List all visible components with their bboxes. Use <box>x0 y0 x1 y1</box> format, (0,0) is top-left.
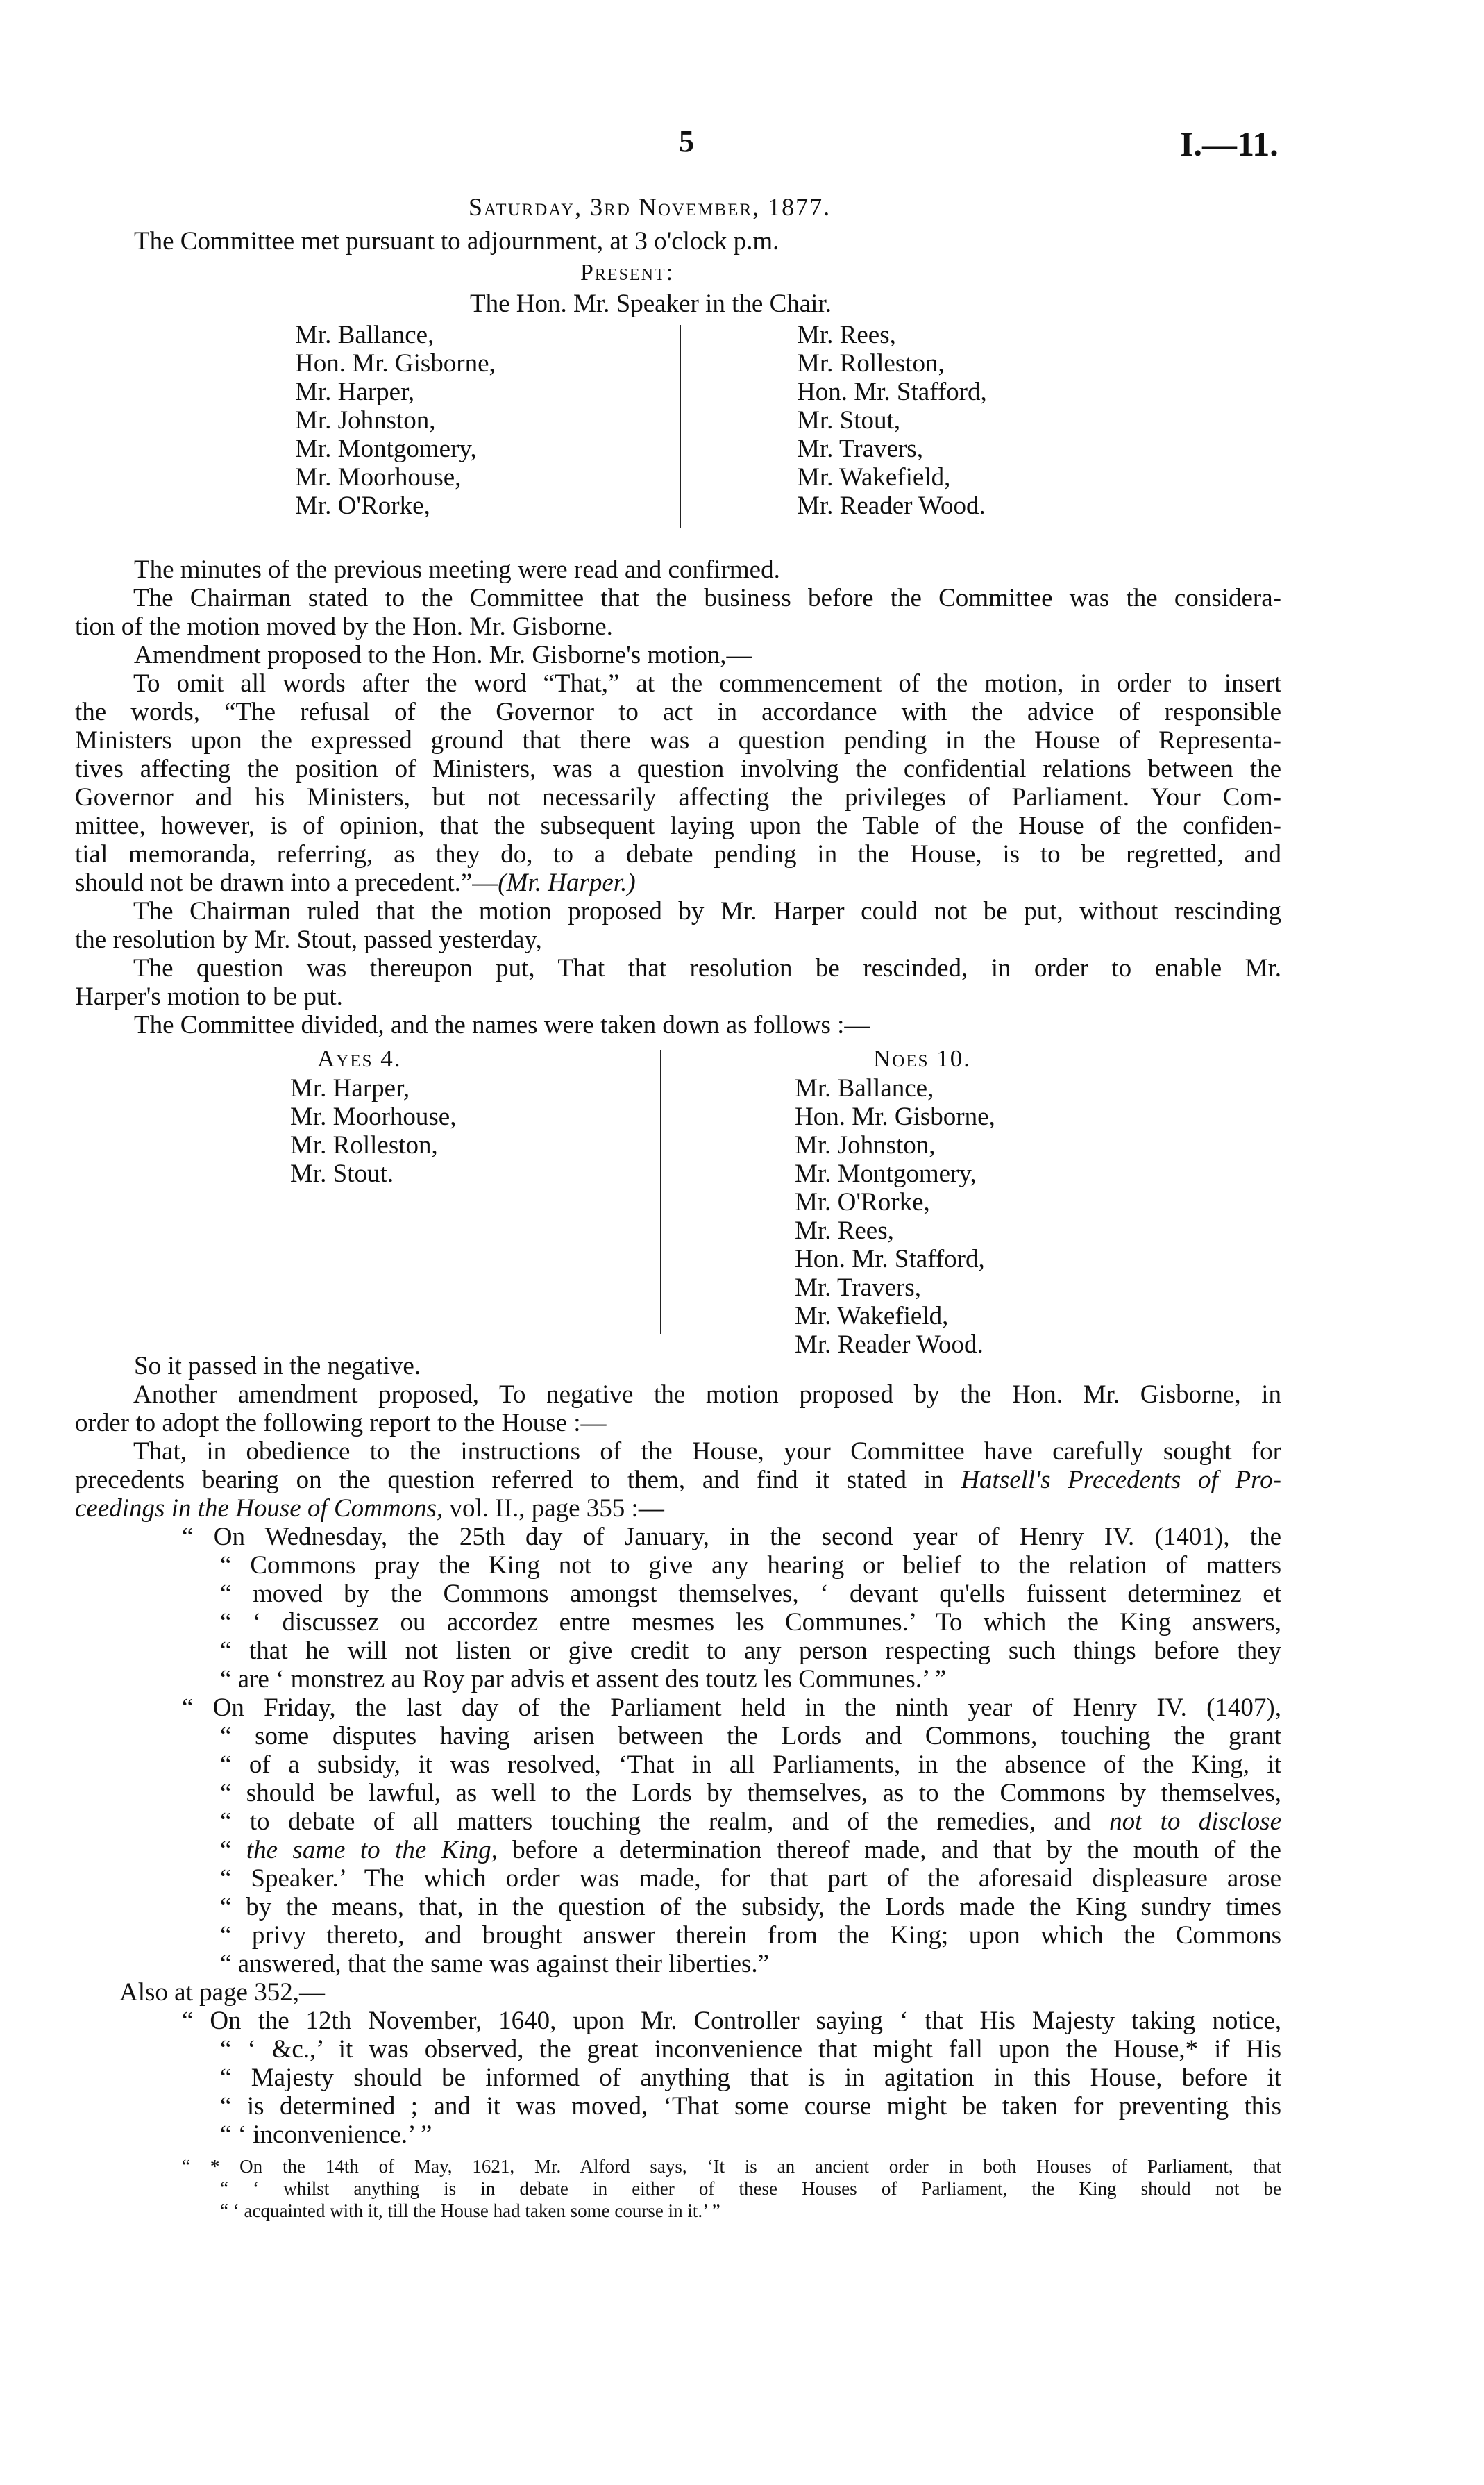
member-name: Mr. O'Rorke, <box>795 1188 930 1216</box>
text-line: “ are ‘ monstrez au Roy par advis et assent des toutz les Communes.’ ” <box>220 1665 947 1693</box>
text-line: the resolution by Mr. Stout, passed yesterday, <box>75 926 542 954</box>
paragraph-amendment: Amendment proposed to the Hon. Mr. Gisborne's motion,— <box>134 641 752 669</box>
quote-mark: “ <box>220 1836 246 1864</box>
text-line: “ by the means, that, in the question of the subsidy, the Lords made the King sundry times <box>220 1893 1281 1921</box>
text-line: “ On Friday, the last day of the Parliament held in the ninth year of Henry IV. (1407), <box>182 1693 1281 1722</box>
member-name: Mr. Rolleston, <box>290 1131 438 1160</box>
member-name: Mr. O'Rorke, <box>295 492 430 520</box>
text-line: Harper's motion to be put. <box>75 982 343 1011</box>
text-line: That, in obedience to the instructions of the House, your Committee have carefully sought for <box>133 1437 1281 1466</box>
footnote <box>182 2155 1281 2222</box>
member-name: Mr. Moorhouse, <box>290 1103 457 1131</box>
document-code: I.—11. <box>1180 124 1279 163</box>
text-line: The Chairman stated to the Committee that the business before the Committee was the considera- <box>133 584 1281 612</box>
member-name: Mr. Reader Wood. <box>797 492 986 520</box>
footnote-line: “ * On the 14th of May, 1621, Mr. Alford says, ‘It is an ancient order in both Houses of Parliament, that <box>182 2156 1281 2177</box>
text-line: “ Majesty should be informed of anything that is in agitation in this House, before it <box>220 2064 1281 2092</box>
column-divider <box>680 325 681 528</box>
member-name: Mr. Ballance, <box>295 321 435 349</box>
ayes-list <box>290 1074 456 1188</box>
text-line: Another amendment proposed, To negative the motion proposed by the Hon. Mr. Gisborne, in <box>133 1380 1281 1409</box>
text-line: precedents bearing on the question referred to them, and find it stated in <box>75 1466 961 1494</box>
member-name: Mr. Moorhouse, <box>295 463 462 492</box>
member-name: Mr. Travers, <box>795 1273 921 1302</box>
present-list-left <box>295 321 496 520</box>
book-title: Hatsell's Precedents of Pro- <box>961 1466 1282 1494</box>
noes-heading: Noes 10. <box>873 1045 972 1072</box>
text-line: “ some disputes having arisen between the Lords and Commons, touching the grant <box>220 1722 1281 1750</box>
member-name: Mr. Stout. <box>290 1160 394 1188</box>
present-heading: Present: <box>580 260 675 285</box>
member-name: Mr. Harper, <box>290 1074 410 1103</box>
text-line: The Chairman ruled that the motion proposed by Mr. Harper could not be put, without rescinding <box>133 897 1281 926</box>
text-line: tion of the motion moved by the Hon. Mr. Gisborne. <box>75 612 613 641</box>
member-name: Hon. Mr. Gisborne, <box>795 1103 995 1131</box>
meeting-text: The Committee met pursuant to adjournment, at 3 o'clock p.m. <box>134 227 779 256</box>
member-name: Mr. Rees, <box>795 1216 894 1245</box>
paragraph-another-amendment <box>75 1380 1281 1437</box>
paragraph-divided: The Committee divided, and the names were taken down as follows :— <box>134 1011 870 1039</box>
member-name: Hon. Mr. Gisborne, <box>295 349 496 378</box>
text-line: Governor and his Ministers, but not necessarily affecting the privileges of Parliament. Your Com- <box>75 783 1281 812</box>
text-line: tial memoranda, referring, as they do, to a debate pending in the House, is to be regretted, and <box>75 840 1281 869</box>
text-line: “ On Wednesday, the 25th day of January, in the second year of Henry IV. (1401), the <box>182 1523 1281 1551</box>
text-line: “ of a subsidy, it was resolved, ‘That in all Parliaments, in the absence of the King, it <box>220 1750 1281 1779</box>
text-line: mittee, however, is of opinion, that the subsequent laying upon the Table of the House of the confiden- <box>75 812 1281 840</box>
member-name: Mr. Rolleston, <box>797 349 945 378</box>
text-line: “ Commons pray the King not to give any hearing or belief to the relation of matters <box>220 1551 1281 1580</box>
paragraph-chairman-stated <box>75 584 1281 641</box>
paragraph-minutes: The minutes of the previous meeting were read and confirmed. <box>134 555 780 584</box>
text-line: “ privy thereto, and brought answer therein from the King; upon which the Commons <box>220 1921 1281 1950</box>
text-line: The question was thereupon put, That that resolution be rescinded, in order to enable Mr. <box>133 954 1281 982</box>
book-title: ceedings in the House of Commons, <box>75 1494 444 1523</box>
member-name: Hon. Mr. Stafford, <box>797 378 987 406</box>
page-number: 5 <box>679 124 694 158</box>
noes-list <box>795 1074 995 1359</box>
text-line: “ moved by the Commons amongst themselves, ‘ devant qu'ells fuissent determinez et <box>220 1580 1281 1608</box>
member-name: Mr. Wakefield, <box>797 463 951 492</box>
text-line: “ is determined ; and it was moved, ‘That some course might be taken for preventing this <box>220 2092 1281 2120</box>
text-line: vol. II., page 355 :— <box>443 1494 664 1523</box>
text-line: “ answered, that the same was against their liberties.” <box>220 1950 770 1978</box>
text-line: “ that he will not listen or give credit to any person respecting such things before they <box>220 1637 1281 1665</box>
chair-text: The Hon. Mr. Speaker in the Chair. <box>470 290 832 318</box>
paragraph-amendment-text <box>75 669 1281 897</box>
present-list-right <box>797 321 987 520</box>
paragraph-question-put <box>75 954 1281 1011</box>
member-name: Mr. Harper, <box>295 378 415 406</box>
footnote-line: “ ‘ whilst anything is in debate in either of these Houses of Parliament, the King should not be <box>220 2178 1281 2199</box>
text-line: “ to debate of all matters touching the realm, and of the remedies, and <box>220 1807 1110 1836</box>
column-divider <box>660 1050 661 1334</box>
member-name: Mr. Johnston, <box>295 406 436 435</box>
text-line: Ministers upon the expressed ground that there was a question pending in the House of Representa- <box>75 726 1281 755</box>
member-name: Mr. Montgomery, <box>295 435 477 463</box>
member-name: Mr. Rees, <box>797 321 896 349</box>
quotation-1640 <box>182 2007 1281 2149</box>
member-name: Mr. Montgomery, <box>795 1160 977 1188</box>
text-line: before a determination thereof made, and that by the mouth of the <box>497 1836 1281 1864</box>
italic-phrase: the same to the King, <box>246 1836 498 1864</box>
text-line: “ ‘ &c.,’ it was observed, the great inconvenience that might fall upon the House,* if His <box>220 2035 1281 2064</box>
paragraph-chairman-ruled <box>75 897 1281 954</box>
text-line: To omit all words after the word “That,” at the commencement of the motion, in order to insert <box>133 669 1281 698</box>
italic-phrase: not to disclose <box>1109 1807 1282 1836</box>
text-line: “ On the 12th November, 1640, upon Mr. Controller saying ‘ that His Majesty taking notice, <box>182 2007 1281 2035</box>
member-name: Mr. Reader Wood. <box>795 1330 984 1359</box>
text-line: “ ‘ discussez ou accordez entre mesmes les Communes.’ To which the King answers, <box>220 1608 1281 1637</box>
text-line: order to adopt the following report to the House :— <box>75 1409 607 1437</box>
member-name: Mr. Johnston, <box>795 1131 936 1160</box>
paragraph-negative: So it passed in the negative. <box>134 1352 421 1380</box>
member-name: Mr. Stout, <box>797 406 901 435</box>
text-line: should not be drawn into a precedent.”— <box>75 869 498 897</box>
member-name: Hon. Mr. Stafford, <box>795 1245 985 1273</box>
text-line: tives affecting the position of Ministers, was a question involving the confidential relations between the <box>75 755 1281 783</box>
text-line: the words, “The refusal of the Governor to act in accordance with the advice of responsible <box>75 698 1281 726</box>
quotation-1407 <box>182 1693 1281 1978</box>
member-name: Mr. Ballance, <box>795 1074 934 1103</box>
text-line: “ should be lawful, as well to the Lords by themselves, as to the Commons by themselves, <box>220 1779 1281 1807</box>
attribution: (Mr. Harper.) <box>498 869 636 897</box>
ayes-heading: Ayes 4. <box>317 1045 402 1072</box>
member-name: Mr. Travers, <box>797 435 923 463</box>
also-at-page: Also at page 352,— <box>119 1978 325 2007</box>
text-line: “ ‘ inconvenience.’ ” <box>220 2120 432 2149</box>
paragraph-report <box>75 1437 1281 1523</box>
date-heading: Saturday, 3rd November, 1877. <box>469 193 832 221</box>
footnote-line: “ ‘ acquainted with it, till the House had taken some course in it.’ ” <box>220 2200 720 2221</box>
text-line: “ Speaker.’ The which order was made, for that part of the aforesaid displeasure arose <box>220 1864 1281 1893</box>
quotation-1401 <box>182 1523 1281 1693</box>
member-name: Mr. Wakefield, <box>795 1302 949 1330</box>
